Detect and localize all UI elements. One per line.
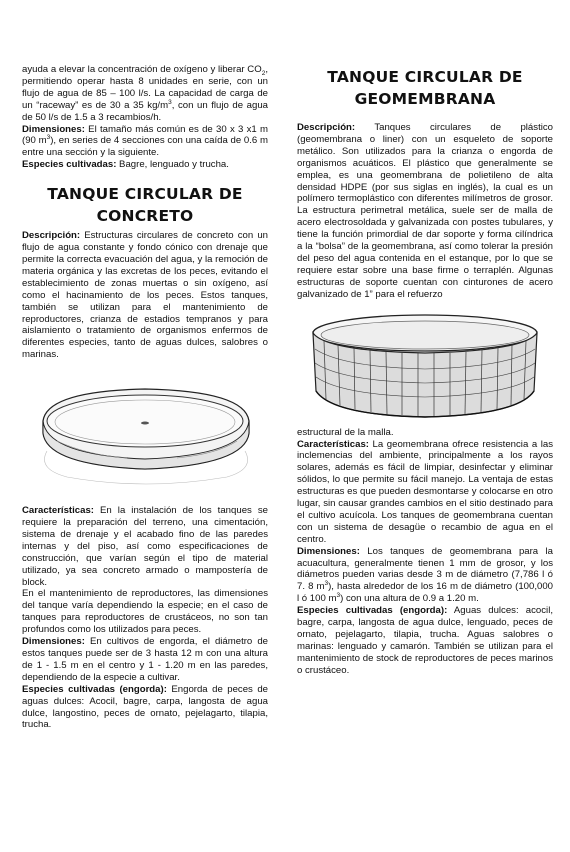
concrete-characteristics: Características: En la instalación de los tanques se requiere la preparación del terreno, una cimentación, sistema de drenaje y el acabado fino de las paredes internas y del piso, así como especificaciones de construcción, que varían según el tipo de material utilizado, ya sea concreto armado o mampostería de block.	[22, 505, 268, 588]
raceway-dimensions: Dimensiones: El tamaño más común es de 30 x 3 x1 m (90 $m^3$), en series de 4 secciones con una caída de 0.6 m entre una sección y la siguiente.	[22, 123, 268, 159]
left-column	[22, 64, 268, 731]
concrete-dimensions: Dimensiones: En cultivos de engorda, el diámetro de estos tanques puede ser de 3 hasta 12 m con una altura de 1 - 1.5 m en el centro y 1 - 1.20 m en las paredes, dependiendo de la especie a cultivar.	[22, 636, 268, 683]
concrete-characteristics-2: En el mantenimiento de reproductores, las dimensiones del tanque varía dependiendo la especie; en el caso de tanques para reproductores de crustáceos, no son tan profundos como los utilizados para peces.	[22, 588, 268, 636]
raceway-species: Especies cultivadas: Bagre, lenguado y trucha.	[22, 159, 229, 171]
right-column	[297, 66, 553, 677]
concrete-tank-illustration	[27, 381, 263, 489]
concrete-species: Especies cultivadas (engorda): Engorda de peces de aguas dulces: Acocil, bagre, carpa, langosta de agua dulce, langostino, peces de ornato, pejelagarto, tilapia, trucha.	[22, 683, 268, 731]
geomembrane-species: Especies cultivadas (engorda): Aguas dulces: acocil, bagre, carpa, langosta de agua dulce, lenguado, peces de ornato, pejelagarto, tilapia, trucha. Aguas salobres o marinas: lenguado y camarón. También se utilizan para el mantenimiento de stock de reproductores de peces marinos o crustáceo.	[297, 605, 553, 676]
geomembrane-dimensions: Dimensiones: Los tanques de geomembrana para la acuacultura, generalmente tienen 1 mm de grosor, y los diámetros pueden varias desde 3 m de diámetro (7,786 l ó 7. 8 $m^3$), hasta alrededor de los 16 m de diámetro (100,000 l ó 100 $m^3$) con una altura de 0.9 a 1.20 m.	[297, 545, 553, 605]
geomembrane-characteristics: Características: La geomembrana ofrece resistencia a las inclemencias del ambiente, principalmente a los rayos solares, además es fácil de limpiar, desinfectar y eliminar sólidos, lo que permite su fácil manejo. La ventaja de estas estructuras es que pueden desmontarse y colocarse en otro lugar, sin causar grandes cambios en el sitio destinado para el cultivo acuícola. Los tanques de geomembrana cuentan con un sistema de desagüe o recambio de agua en el centro.	[297, 438, 553, 545]
geomembrane-description: Descripción: Tanques circulares de plástico (geomembrana o liner) con un esqueleto de soporte metálico. Son utilizados para la crianza o engorda de organismos acuáticos. El plástico que generalmente se emplea, es una geomembrana de polietileno de alta densidad HDPE (por sus siglas en inglés), la cual es un polímero termoplástico con diferentes milímetros de grosor. La estructura perimetral metálica, suele ser de malla de acero electrosoldada y galvanizada con postes tubulares, y tiene la función primordial de dar soporte y forma cilíndrica a la “bolsa” de la geomembrana, así como tolerar la presión del peso del agua contenida en el estanque, por lo que se requiere estar sobre una base firme o terraplén. Algunas estructuras de soporte cuentan con cinturones de acero galvanizado de 1” para el refuerzo	[297, 122, 553, 300]
raceway-continuation: ayuda a elevar la concentración de oxígeno y liberar $CO_2$, permitiendo operar hasta 8 unidades en serie, con un flujo de agua de 85 – 100 l/s. La capacidad de carga de un “raceway” es de 30 a 35 $kg/m^3$, con un flujo de agua de 50 l/s de 1.5 a 3 recambios/h.	[22, 64, 268, 123]
concrete-description: Descripción: Estructuras circulares de concreto con un flujo de agua constante y fondo cónico con drenaje que permite la correcta evacuación del agua, y la remoción de materia orgánica y las excretas de los peces, evitando el establecimiento de zonas muertas o sin oxígeno, así como el hacinamiento de los peces. Estos tanques, también se utilizan para el mantenimiento de reproductores, crianza de estadios tempranos y para aislamiento o tratamiento de organismos enfermos de diferentes especies, tanto de aguas dulces, salobres o marinas.	[22, 230, 268, 361]
geomembrane-description-continued: estructural de la malla.	[297, 426, 394, 438]
geomembrane-tank-title: TANQUE CIRCULAR DE GEOMEMBRANA	[327, 68, 523, 108]
geomembrane-tank-illustration	[302, 307, 548, 423]
concrete-tank-title: TANQUE CIRCULAR DE CONCRETO	[47, 185, 243, 226]
